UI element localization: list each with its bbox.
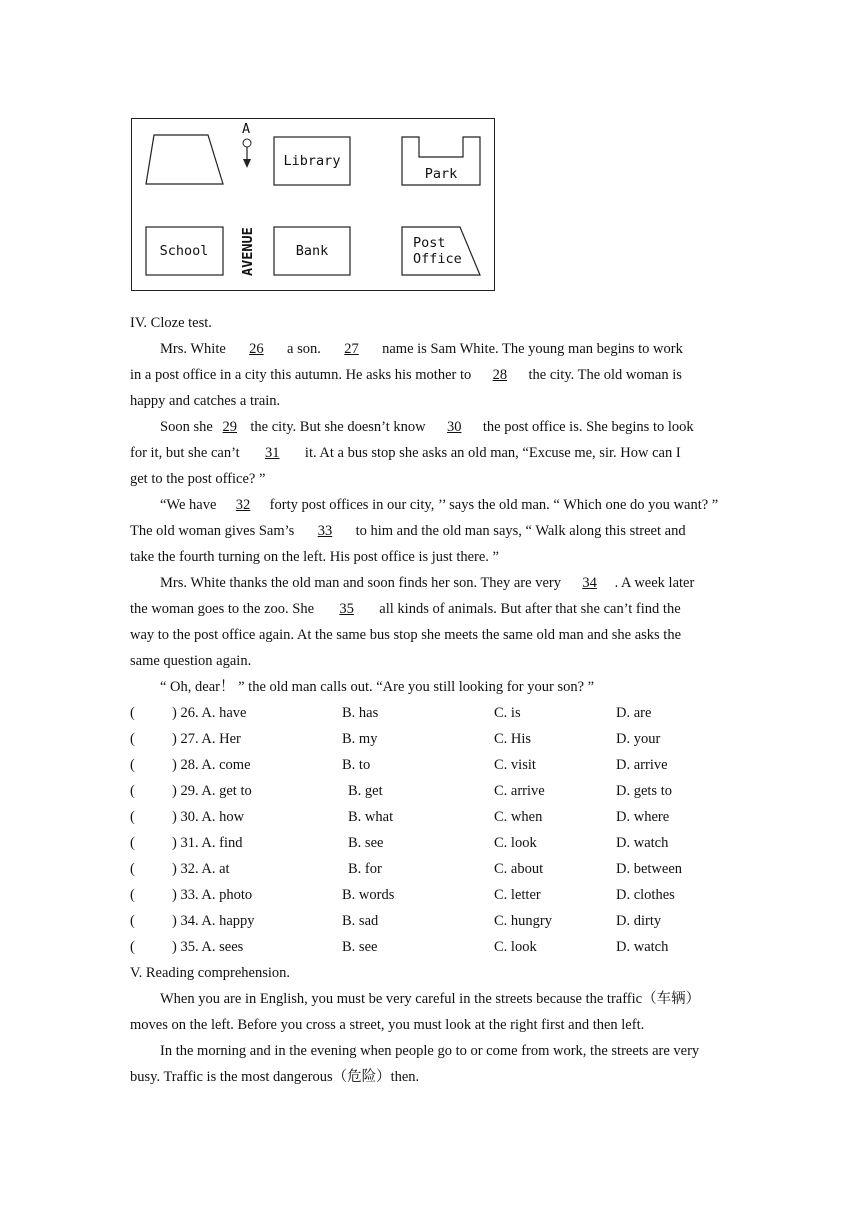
- question-26-paren[interactable]: (: [130, 705, 135, 721]
- cloze-line: Soon she 29 the city. But she doesn’t know 30 the post office is. She begins to look: [160, 419, 694, 435]
- bank-label: Bank: [295, 243, 329, 259]
- cloze-line: in a post office in a city this autumn. He asks his mother to 28 the city. The old woman is: [130, 367, 682, 383]
- direction-arrow-head: [243, 159, 251, 168]
- question-35-option-c: C. look: [494, 939, 537, 955]
- question-34-option-a: ) 34. A. happy: [172, 913, 255, 929]
- question-33-option-d: D. clothes: [616, 887, 675, 903]
- question-26-option-a: ) 26. A. have: [172, 705, 247, 721]
- question-34-option-d: D. dirty: [616, 913, 662, 929]
- question-28-option-d: D. arrive: [616, 757, 668, 773]
- point-a-marker: [243, 139, 251, 147]
- question-30-option-a: ) 30. A. how: [172, 809, 245, 825]
- question-29-option-c: C. arrive: [494, 783, 545, 799]
- question-30-option-d: D. where: [616, 809, 670, 825]
- question-31-option-b: B. see: [348, 835, 384, 851]
- question-29-option-b: B. get: [348, 783, 383, 799]
- blank-34: 34: [582, 575, 597, 591]
- question-33-option-a: ) 33. A. photo: [172, 887, 253, 903]
- question-35-option-a: ) 35. A. sees: [172, 939, 244, 955]
- school-label: School: [159, 243, 209, 259]
- cloze-line: take the fourth turning on the left. His post office is just there. ”: [130, 549, 499, 565]
- question-31-paren[interactable]: (: [130, 835, 135, 851]
- cloze-line: Mrs. White 26 a son. 27 name is Sam White. The young man begins to work: [160, 341, 683, 357]
- question-32-paren[interactable]: (: [130, 861, 135, 877]
- street-map: [131, 118, 495, 291]
- blank-31: 31: [265, 445, 280, 461]
- question-32-option-d: D. between: [616, 861, 683, 877]
- question-27-option-b: B. my: [342, 731, 378, 747]
- question-35-option-d: D. watch: [616, 939, 669, 955]
- section-iv-title: IV. Cloze test.: [130, 315, 212, 331]
- cloze-line: same question again.: [130, 653, 252, 669]
- blank-28: 28: [492, 367, 508, 383]
- question-34-paren[interactable]: (: [130, 913, 135, 929]
- post-office-label-line1: Post: [413, 235, 446, 251]
- point-a-label: A: [242, 121, 251, 137]
- question-32-option-c: C. about: [494, 861, 544, 877]
- reading-line: busy. Traffic is the most dangerous（危险）then.: [130, 1069, 420, 1085]
- question-33-option-b: B. words: [342, 887, 395, 903]
- question-35-option-b: B. see: [342, 939, 378, 955]
- cloze-line: Mrs. White thanks the old man and soon finds her son. They are very 34 . A week later: [160, 575, 695, 591]
- street-map-drawing: [132, 119, 493, 289]
- park-label: Park: [424, 166, 458, 182]
- cloze-line: The old woman gives Sam’s 33 to him and the old man says, “ Walk along this street and: [130, 523, 686, 539]
- cloze-line: get to the post office? ”: [130, 471, 266, 487]
- question-33-paren[interactable]: (: [130, 887, 135, 903]
- post-office-label-line2: Office: [413, 251, 462, 267]
- blank-27: 27: [344, 341, 359, 357]
- question-32-option-b: B. for: [348, 861, 382, 877]
- blank-29: 29: [222, 419, 238, 435]
- library-label: Library: [283, 153, 341, 169]
- unnamed-building: [146, 135, 223, 184]
- reading-line: In the morning and in the evening when people go to or come from work, the streets are very: [160, 1043, 700, 1059]
- cloze-line: the woman goes to the zoo. She 35 all kinds of animals. But after that she can’t find the: [130, 601, 681, 617]
- cloze-line: for it, but she can’t 31 it. At a bus stop she asks an old man, “Excuse me, sir. How can I: [130, 445, 681, 461]
- question-27-option-c: C. His: [494, 731, 532, 747]
- blank-30: 30: [446, 419, 462, 435]
- avenue-label: AVENUE: [240, 227, 256, 276]
- section-v-title: V. Reading comprehension.: [130, 965, 291, 981]
- blank-26: 26: [249, 341, 264, 357]
- cloze-line: way to the post office again. At the same bus stop she meets the same old man and she asks the: [130, 627, 682, 643]
- question-31-option-a: ) 31. A. find: [172, 835, 243, 851]
- question-29-option-a: ) 29. A. get to: [172, 783, 252, 799]
- question-31-option-c: C. look: [494, 835, 537, 851]
- question-29-option-d: D. gets to: [616, 783, 672, 799]
- question-26-option-c: C. is: [494, 705, 521, 721]
- question-27-option-a: ) 27. A. Her: [172, 731, 241, 747]
- question-26-option-d: D. are: [616, 705, 652, 721]
- question-35-paren[interactable]: (: [130, 939, 135, 955]
- blank-32: 32: [235, 497, 251, 513]
- question-33-option-c: C. letter: [494, 887, 541, 903]
- reading-line: When you are in English, you must be very careful in the streets because the traffic（车辆）: [160, 991, 701, 1007]
- question-32-option-a: ) 32. A. at: [172, 861, 230, 877]
- question-30-paren[interactable]: (: [130, 809, 135, 825]
- question-34-option-b: B. sad: [342, 913, 379, 929]
- question-31-option-d: D. watch: [616, 835, 669, 851]
- question-30-option-b: B. what: [348, 809, 394, 825]
- question-27-option-d: D. your: [616, 731, 661, 747]
- question-28-paren[interactable]: (: [130, 757, 135, 773]
- question-34-option-c: C. hungry: [494, 913, 552, 929]
- question-29-paren[interactable]: (: [130, 783, 135, 799]
- blank-33: 33: [317, 523, 333, 539]
- question-30-option-c: C. when: [494, 809, 543, 825]
- reading-line: moves on the left. Before you cross a street, you must look at the right first and then left.: [130, 1017, 645, 1033]
- blank-35: 35: [339, 601, 354, 617]
- question-28-option-b: B. to: [342, 757, 371, 773]
- question-26-option-b: B. has: [342, 705, 379, 721]
- question-28-option-c: C. visit: [494, 757, 536, 773]
- cloze-line: “ Oh, dear！ ” the old man calls out. “Are you still looking for your son? ”: [160, 679, 595, 695]
- question-27-paren[interactable]: (: [130, 731, 135, 747]
- question-28-option-a: ) 28. A. come: [172, 757, 251, 773]
- cloze-line: “We have 32 forty post offices in our city, ’’ says the old man. “ Which one do you want? ”: [160, 497, 719, 513]
- cloze-line: happy and catches a train.: [130, 393, 281, 409]
